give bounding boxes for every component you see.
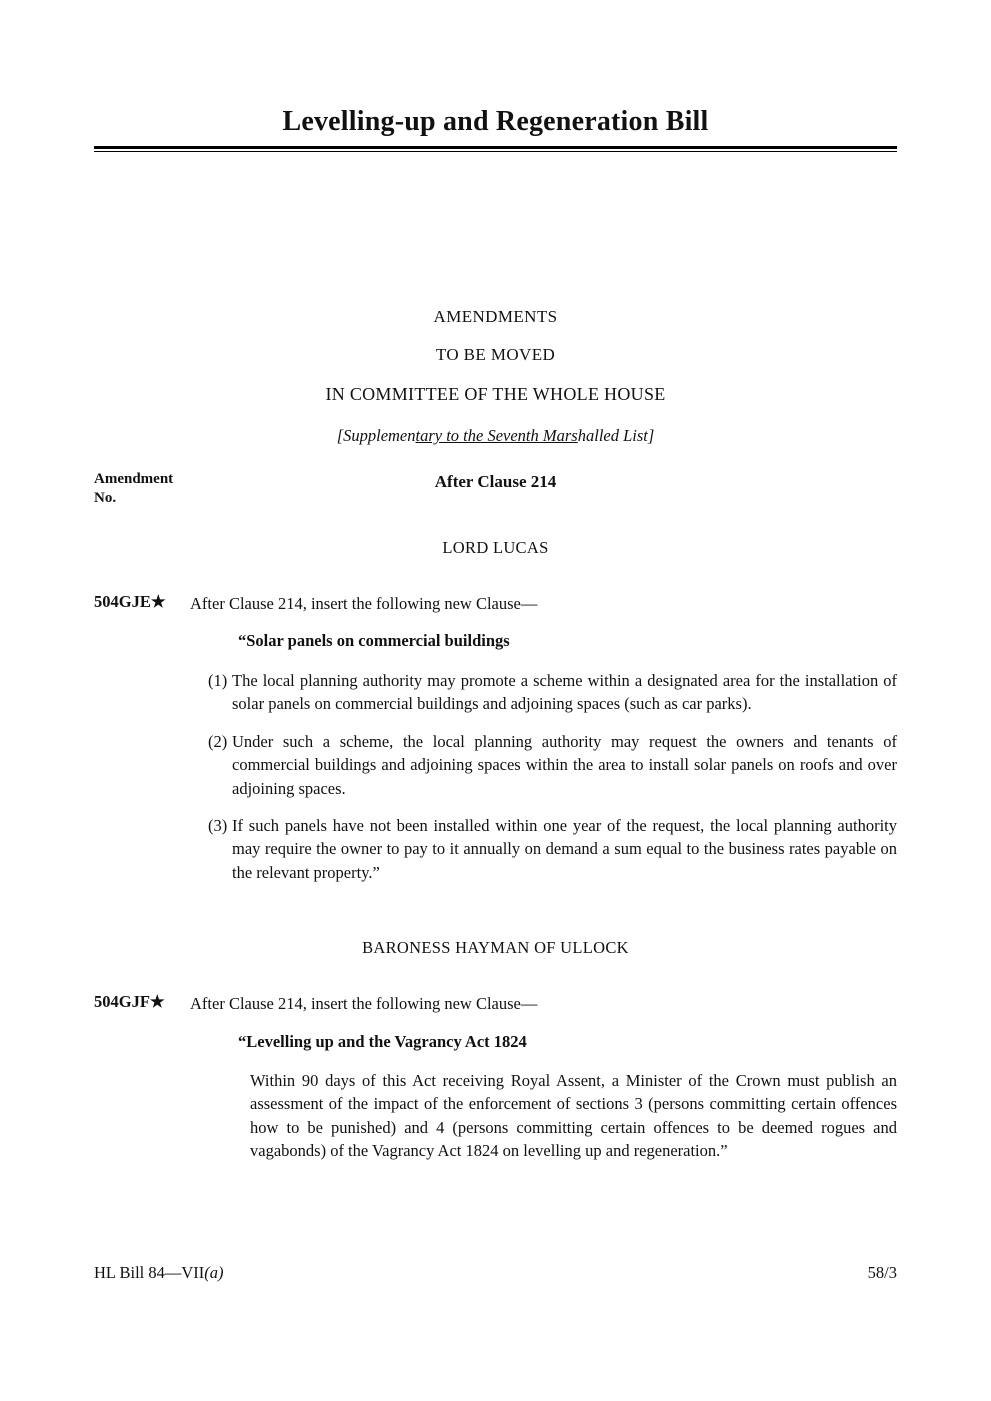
page-footer	[94, 1263, 897, 1283]
supplementary-pre: [Supplemen	[336, 426, 416, 445]
subsection-number: (1)	[208, 670, 228, 690]
title-rule	[94, 146, 897, 152]
amendment-number-text: 504GJE	[94, 592, 151, 611]
subsection-text: Under such a scheme, the local planning authority may request the owners and tenants of commercial buildings and adjoining spaces within the area to install solar panels on roofs and over adjoining spaces.	[232, 731, 897, 798]
amendment-number-text: 504GJF	[94, 992, 150, 1012]
subsection-2	[190, 730, 897, 800]
subsection-number: (2)	[208, 731, 228, 751]
supplementary-post: halled List]	[577, 426, 655, 445]
heading-to-be-moved: TO BE MOVED	[435, 345, 556, 364]
footer-bill-reference	[94, 1263, 224, 1283]
amendment-number	[94, 992, 190, 1163]
heading-committee: IN COMMITTEE OF THE WHOLE HOUSE	[325, 384, 666, 404]
amendment-lead: After Clause 214, insert the following new Clause—	[190, 594, 538, 613]
footer-page-code: 58/3	[867, 1263, 897, 1282]
page-title: Levelling-up and Regeneration Bill	[282, 106, 709, 137]
subsection-1	[190, 669, 897, 716]
supplementary-underlined: tary to the Seventh Mars	[415, 426, 578, 445]
amendment-body	[190, 592, 897, 898]
subsection-text: The local planning authority may promote a scheme within a designated area for the installation of solar panels on commercial buildings and adjoining spaces (such as car parks).	[232, 670, 897, 714]
amendment-504GJF	[94, 992, 897, 1163]
star-icon: ★	[150, 592, 166, 611]
heading-amendments: AMENDMENTS	[433, 307, 558, 326]
star-icon: ★	[149, 992, 165, 1012]
clause-title: “Solar panels on commercial buildings	[238, 631, 510, 651]
sponsor-lord-lucas: LORD LUCAS	[442, 538, 549, 557]
subsection-number: (3)	[208, 815, 228, 835]
heading-supplementary	[94, 426, 897, 446]
amendment-504GJE	[94, 592, 897, 898]
amendment-no-line1: Amendment	[94, 471, 174, 487]
amendment-lead: After Clause 214, insert the following new Clause—	[190, 994, 538, 1014]
footer-bill-ref-main: HL Bill 84—VII	[94, 1263, 205, 1282]
amendment-no-line2: No.	[94, 489, 117, 506]
clause-title: “Levelling up and the Vagrancy Act 1824	[238, 1031, 527, 1051]
footer-bill-ref-italic: (a)	[204, 1263, 224, 1282]
amendment-paragraph: Within 90 days of this Act receiving Royal Assent, a Minister of the Crown must publish an assessment of the impact of the enforcement of sections 3 (persons committing certain offences how to be punished) and 4 (persons committing certain offences to be deemed rogues and vagabonds) of the Vagrancy Act 1824 on levelling up and regeneration.”	[250, 1071, 897, 1161]
amendment-number	[94, 592, 190, 898]
subsection-3	[190, 814, 897, 884]
after-clause-row	[94, 470, 897, 514]
after-clause-heading: After Clause 214	[434, 472, 557, 491]
sponsor-baroness-hayman: BARONESS HAYMAN OF ULLOCK	[362, 938, 629, 958]
subsection-text: If such panels have not been installed within one year of the request, the local planning authority may require the owner to pay to it annually on demand a sum equal to the business rates payable on the relevant property.”	[232, 815, 897, 882]
amendment-body	[190, 992, 897, 1163]
